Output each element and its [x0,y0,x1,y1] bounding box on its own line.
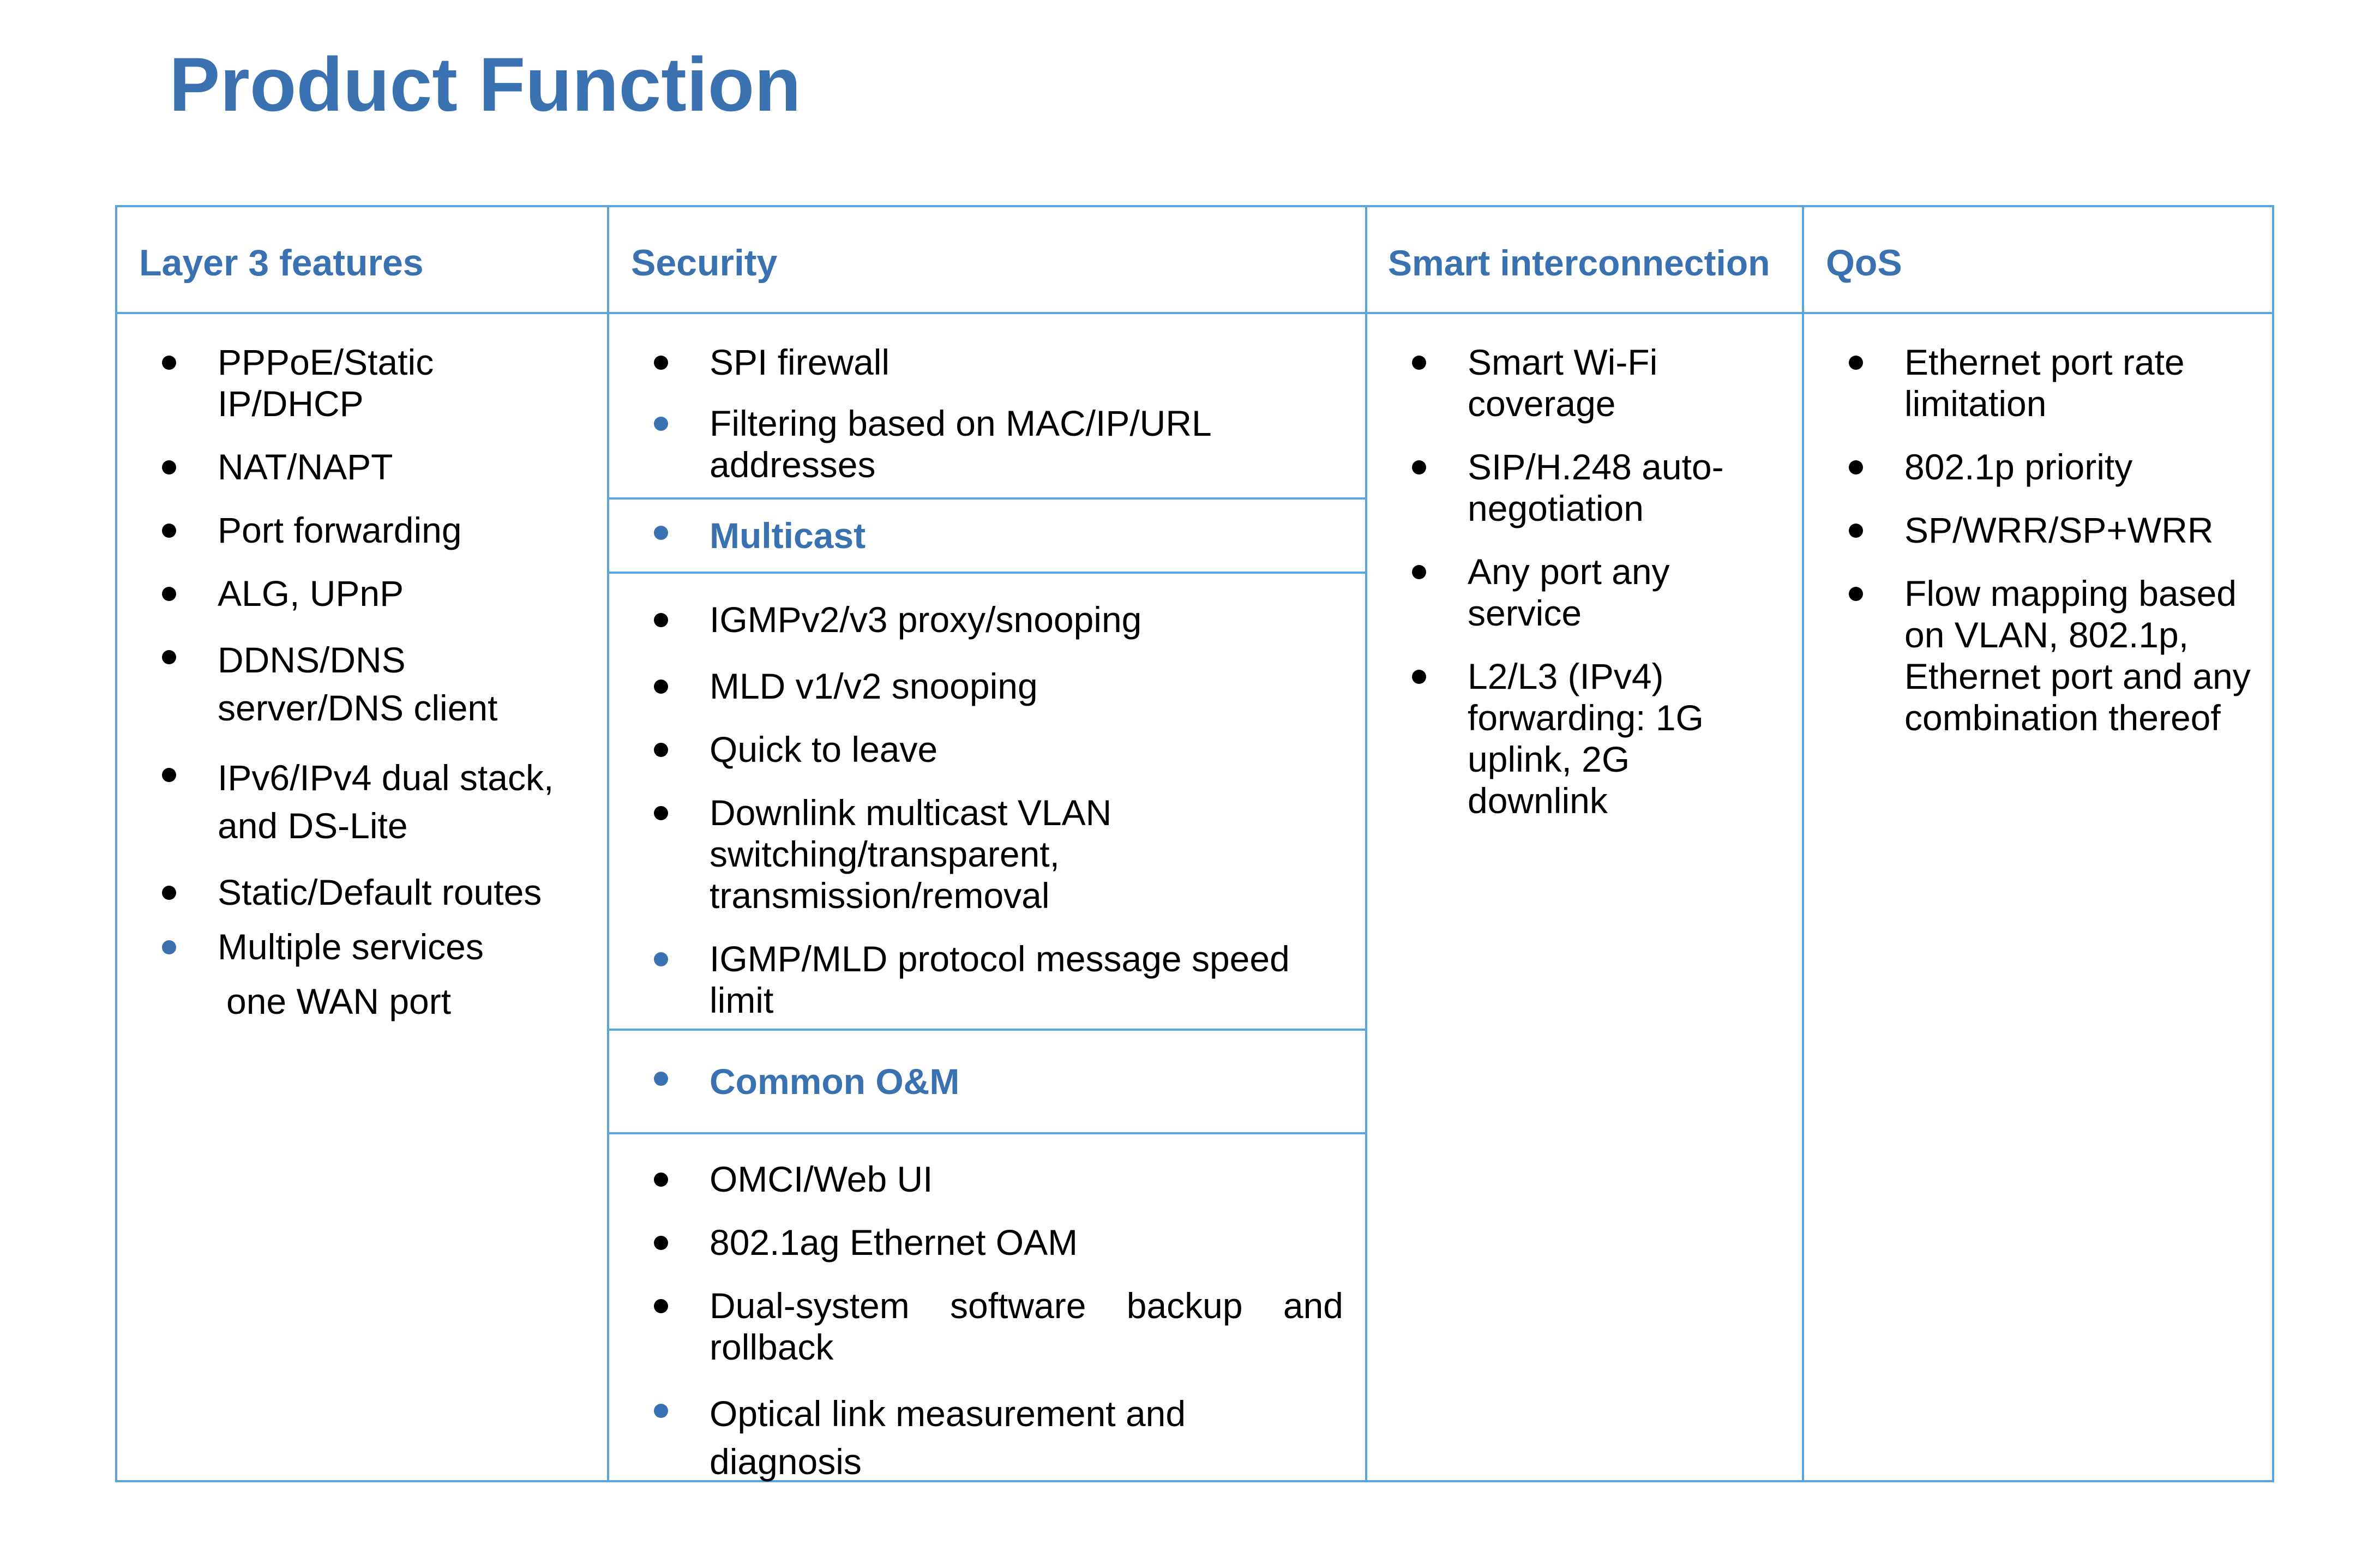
layer3-features-column [117,207,607,1480]
multicast-list [609,574,1365,1031]
security-header: Security [609,207,1365,314]
list-item: OMCI/Web UI [609,1158,1349,1200]
list-item: Any port any service [1367,551,1702,634]
list-item: Port forwarding [117,509,591,551]
list-item: L2/L3 (IPv4) forwarding: 1G uplink, 2G downlink [1367,656,1773,821]
layer3-features-list [117,314,607,967]
security-column [607,207,1365,1480]
security-list [609,314,1365,497]
list-item: SIP/H.248 auto-negotiation [1367,446,1724,529]
list-item: IPv6/IPv4 dual stack, and DS-Lite [117,754,567,850]
list-item: IGMP/MLD protocol message speed limit [609,938,1309,1021]
list-item: 802.1p priority [1804,446,2269,488]
qos-column [1802,207,2274,1480]
list-item: PPPoE/Static IP/DHCP [117,341,523,424]
list-item: MLD v1/v2 snooping [609,665,1349,707]
list-item: Quick to leave [609,729,1349,770]
common-om-section-header: Common O&M [609,1029,1365,1134]
smart-interconnection-header: Smart interconnection [1367,207,1802,314]
list-item: DDNS/DNS server/DNS client [117,636,512,732]
list-item: SPI firewall [609,341,1349,383]
list-item: ALG, UPnP [117,573,591,614]
list-item: Static/Default routes [117,871,591,913]
list-item: Multiple services [117,926,591,967]
smart-interconnection-list [1367,314,1802,821]
list-item: Filtering based on MAC/IP/URL addresses [609,402,1233,485]
list-item: IGMPv2/v3 proxy/snooping [609,599,1349,640]
list-item: Smart Wi-Fi coverage [1367,341,1686,424]
qos-list [1804,314,2274,738]
list-item: Flow mapping based on VLAN, 802.1p, Ethernet port and any combination thereof [1804,573,2253,738]
list-item: Downlink multicast VLAN switching/transparent, transmission/removal [609,792,1113,916]
list-item: Ethernet port rate limitation [1804,341,2199,424]
page-title: Product Function [169,41,801,127]
multicast-section-header: Multicast [609,497,1365,574]
list-item-continuation: one WAN port [226,981,452,1021]
list-item: Dual-system software backup and rollback [609,1285,1343,1368]
qos-header: QoS [1804,207,2274,314]
list-item: NAT/NAPT [117,446,591,488]
layer3-features-header: Layer 3 features [117,207,607,314]
list-item: 802.1ag Ethernet OAM [609,1222,1349,1263]
common-om-list [609,1134,1365,1486]
list-item: Optical link measurement and diagnosis [609,1390,1244,1486]
smart-interconnection-column [1365,207,1802,1480]
list-item: SP/WRR/SP+WRR [1804,509,2269,551]
feature-table [115,205,2274,1482]
